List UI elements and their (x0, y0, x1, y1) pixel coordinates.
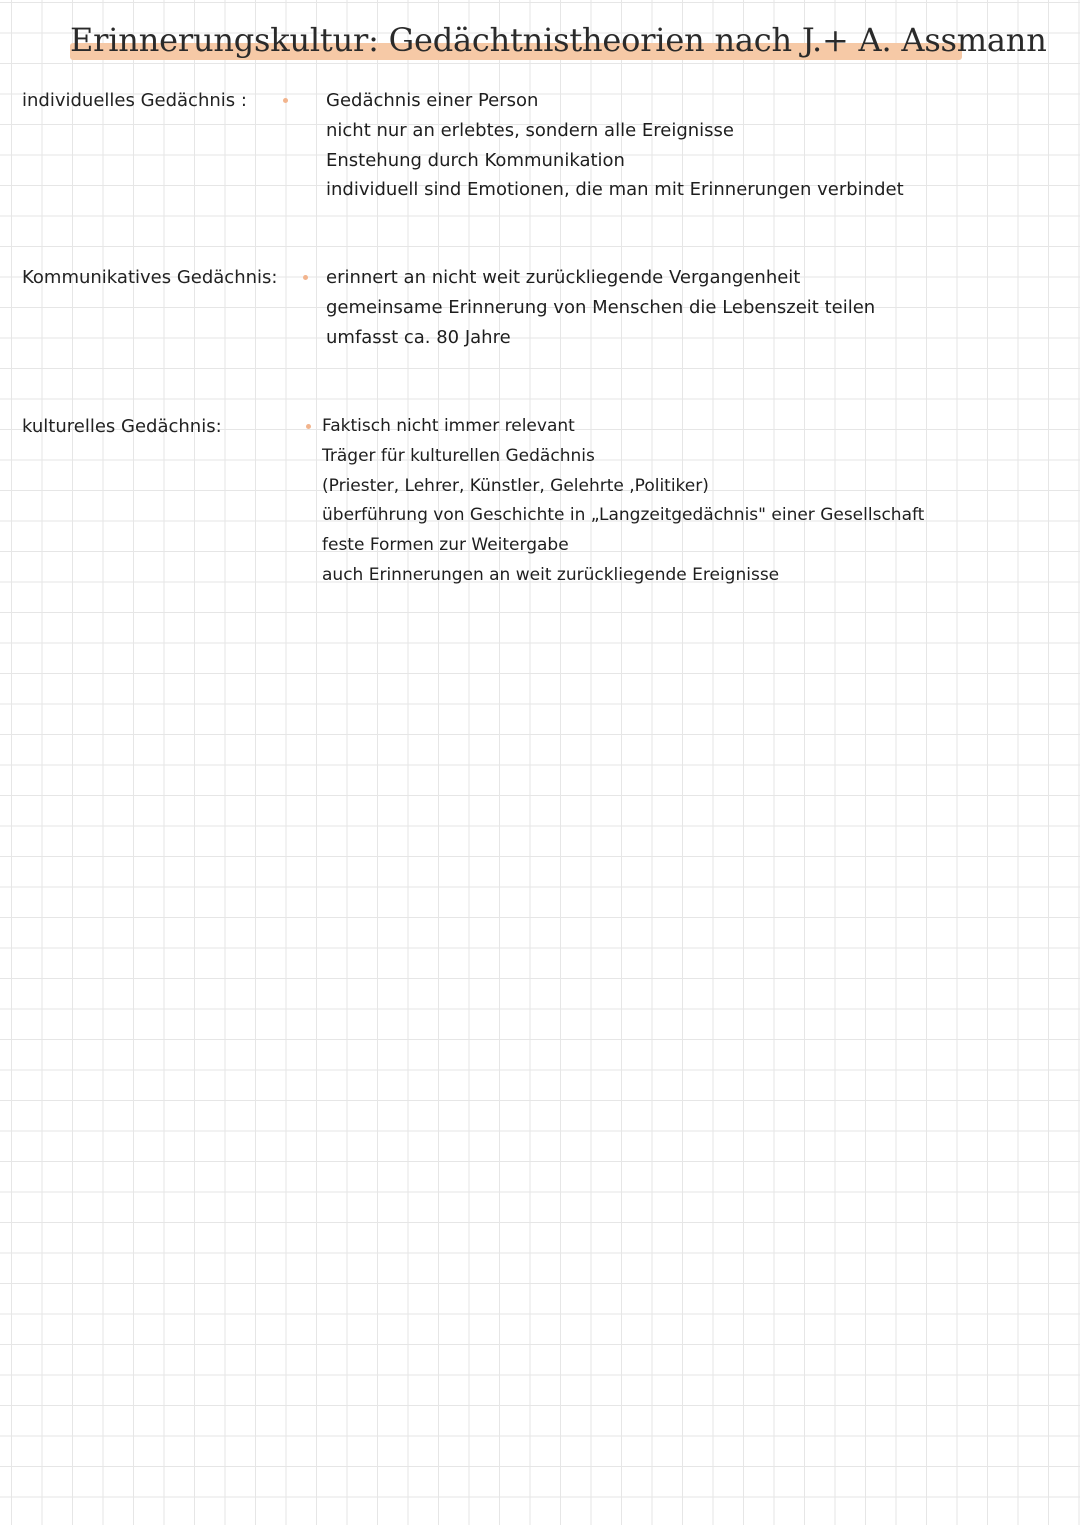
definition-line: Gedächnis einer Person (326, 90, 539, 111)
definition-line: feste Formen zur Weitergabe (322, 535, 569, 556)
definition-line: (Priester, Lehrer, Künstler, Gelehrte ,Politiker) (322, 475, 709, 496)
section-individual-memory (22, 86, 1062, 216)
definition-line: Träger für kulturellen Gedächnis (322, 445, 595, 466)
bullet-dot (283, 98, 288, 103)
definition-line: individuell sind Emotionen, die man mit Erinnerungen verbindet (326, 179, 904, 201)
bullet-dot (303, 275, 308, 280)
section-cultural-memory (22, 412, 1062, 602)
term-label: individuelles Gedächnis : (22, 90, 247, 111)
definition-list (322, 412, 924, 591)
definition-line: Enstehung durch Kommunikation (326, 149, 625, 171)
definition-line: überführung von Geschichte in „Langzeitgedächnis" einer Gesellschaft (322, 505, 925, 526)
definition-list (326, 86, 904, 205)
term-label: Kommunikatives Gedächnis: (22, 267, 278, 288)
definition-line: gemeinsame Erinnerung von Menschen die Lebenszeit teilen (326, 296, 876, 318)
term-label: kulturelles Gedächnis: (22, 416, 222, 437)
section-communicative-memory (22, 263, 1062, 363)
definition-line: erinnert an nicht weit zurückliegende Vergangenheit (326, 267, 801, 288)
definition-list (326, 263, 875, 352)
definition-line: auch Erinnerungen an weit zurückliegende Ereignisse (322, 564, 780, 585)
bullet-dot (306, 424, 311, 429)
page-title: Erinnerungskultur: Gedächtnistheorien nach J.+ A. Assmann (70, 21, 1047, 59)
definition-line: Faktisch nicht immer relevant (322, 416, 575, 436)
title-block (70, 16, 1047, 64)
definition-line: nicht nur an erlebtes, sondern alle Ereignisse (326, 119, 734, 141)
definition-line: umfasst ca. 80 Jahre (326, 326, 511, 348)
